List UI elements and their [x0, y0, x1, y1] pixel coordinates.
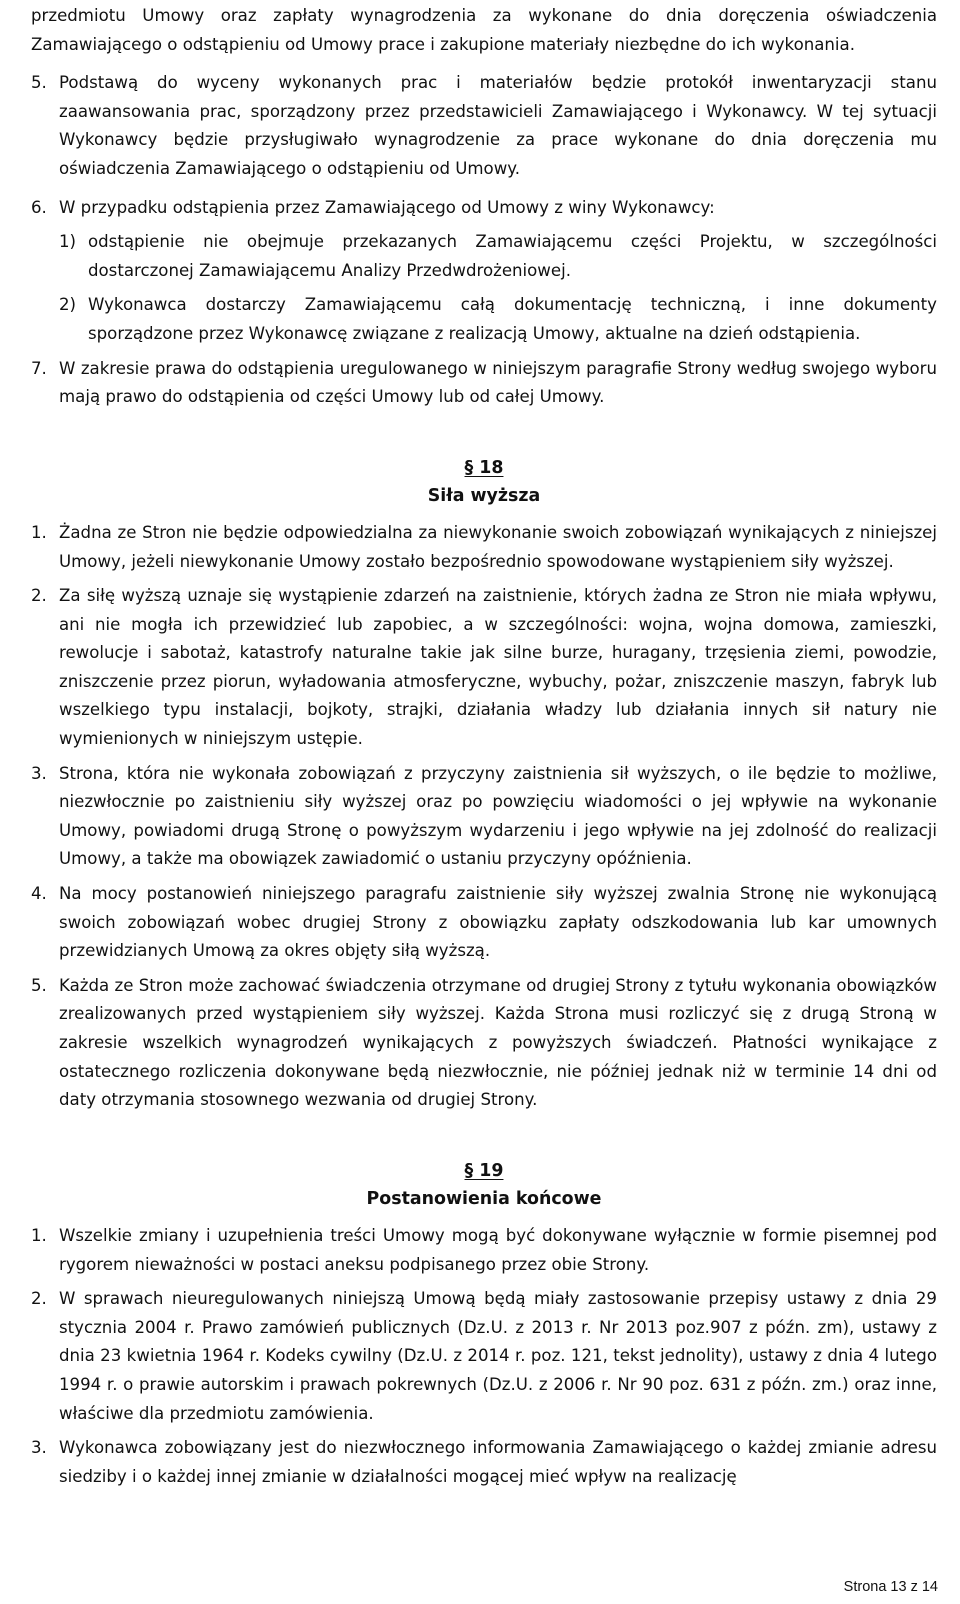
- item-text: Wykonawca zobowiązany jest do niezwłocznego informowania Zamawiającego o każdej zmianie adresu siedziby i o każdej innej zmianie w działalności mogącej mieć wpływ na realizację: [59, 1438, 937, 1486]
- list-item: [31, 194, 937, 223]
- item-number: 5.: [31, 975, 47, 995]
- item-text: Podstawą do wyceny wykonanych prac i materiałów będzie protokół inwentaryzacji stanu zaawansowania prac, sporządzony przez przedstawicieli Zamawiającego i Wykonawcy. W tej sytuacji Wykonawcy będzie przysługiwało wynagrodzenie za prace wykonane do dnia doręczenia mu oświadczenia Zamawiającego o odstąpieniu od Umowy.: [59, 73, 937, 178]
- item-number: 3.: [31, 1438, 47, 1458]
- sub-list-item: [31, 291, 937, 348]
- paragraph-intro: przedmiotu Umowy oraz zapłaty wynagrodzenia za wykonane do dnia doręczenia oświadczenia Zamawiającego o odstąpieniu od Umowy prace i zakupione materiały niezbędne do ich wykonania.: [31, 6, 937, 54]
- item-text: Za siłę wyższą uznaje się wystąpienie zdarzeń na zaistnienie, których żadna ze Stron nie miała wpływu, ani nie mogła ich przewidzieć lub zapobiec, a w szczególności: wojna, wojna domowa, zamieszki, rewolucje i sabotaż, katastrofy naturalne takie jak silne burze, huragany, trzęsienia ziemi, powodzie, zniszczenie przez piorun, wyładowania atmosferyczne, wybuchy, pożar, zniszczenie maszyn, fabryk lub wszelkiego typu instalacji, bojkoty, strajki, działania władzy lub działania innych sił natury nie wymienionych w niniejszym ustępie.: [59, 586, 937, 749]
- item-text: W zakresie prawa do odstąpienia uregulowanego w niniejszym paragrafie Strony według swojego wyboru mają prawo do odstąpienia od części Umowy lub od całej Umowy.: [59, 358, 937, 407]
- list-item: [31, 760, 937, 874]
- section-number: § 18: [464, 457, 504, 478]
- list-item: [31, 1434, 937, 1491]
- list-item: [31, 1222, 937, 1279]
- section-title: Siła wyższa: [427, 486, 541, 507]
- item-number: 5.: [31, 73, 47, 93]
- section-heading-19: [31, 1157, 937, 1214]
- document-body: [31, 2, 937, 1491]
- section-heading-18: [31, 454, 937, 511]
- list-item: [31, 69, 937, 183]
- item-number: 2.: [31, 1289, 47, 1309]
- list-item: [31, 1285, 937, 1428]
- list-item: [31, 355, 937, 412]
- sub-item-number: 2): [59, 295, 77, 315]
- item-number: 2.: [31, 586, 47, 606]
- sub-item-text: odstąpienie nie obejmuje przekazanych Zamawiającemu części Projektu, w szczególności dostarczonej Zamawiającemu Analizy Przedwdrożeniowej.: [88, 232, 937, 280]
- item-text: Żadna ze Stron nie będzie odpowiedzialna za niewykonanie swoich zobowiązań wynikających z niniejszej Umowy, jeżeli niewykonanie Umowy zostało bezpośrednio spowodowane wystąpieniem siły wyższej.: [59, 522, 937, 571]
- page-number-footer: Strona 13 z 14: [843, 1579, 938, 1595]
- sub-item-number: 1): [59, 232, 77, 252]
- list-item: [31, 582, 937, 754]
- item-number: 1.: [31, 1225, 47, 1245]
- section-title: Postanowienia końcowe: [366, 1189, 602, 1210]
- item-text: Wszelkie zmiany i uzupełnienia treści Umowy mogą być dokonywane wyłącznie w formie pisemnej pod rygorem nieważności w postaci aneksu podpisanego przez obie Strony.: [59, 1225, 937, 1274]
- item-number: 7.: [31, 358, 47, 378]
- item-text: Na mocy postanowień niniejszego paragrafu zaistnienie siły wyższej zwalnia Stronę nie wykonującą swoich zobowiązań wobec drugiej Strony z obowiązku zapłaty odszkodowania lub kar umownych przewidzianych Umową za okres objęty siłą wyższą.: [59, 884, 937, 961]
- section-number: § 19: [464, 1160, 504, 1181]
- item-text: Każda ze Stron może zachować świadczenia otrzymane od drugiej Strony z tytułu wykonania obowiązków zrealizowanych przed wystąpieniem siły wyższej. Każda Strona musi rozliczyć się z drugą Stroną w zakresie wszelkich wynagrodzeń wynikających z powyższych świadczeń. Płatności wynikające z ostatecznego rozliczenia dokonywane będą niezwłocznie, nie później jednak niż w terminie 14 dni od daty otrzymania stosownego wezwania od drugiej Strony.: [59, 975, 937, 1110]
- item-text: W przypadku odstąpienia przez Zamawiającego od Umowy z winy Wykonawcy:: [59, 197, 715, 217]
- item-number: 1.: [31, 522, 47, 542]
- list-item: [31, 972, 937, 1115]
- item-number: 6.: [31, 197, 47, 217]
- item-number: 3.: [31, 763, 47, 783]
- item-text: Strona, która nie wykonała zobowiązań z przyczyny zaistnienia sił wyższych, o ile będzie to możliwe, niezwłocznie po zaistnieniu siły wyższej oraz po powzięciu wiadomości o jej wpływie na wykonanie Umowy, powiadomi drugą Stronę o powyższym wydarzeniu i jego wpływie na jej zdolność do realizacji Umowy, a także ma obowiązek zawiadomić o ustaniu przyczyny opóźnienia.: [59, 763, 937, 869]
- sub-list-item: [31, 228, 937, 285]
- item-number: 4.: [31, 884, 47, 904]
- list-item: [31, 519, 937, 576]
- list-item: [31, 880, 937, 966]
- sub-item-text: Wykonawca dostarczy Zamawiającemu całą dokumentację techniczną, i inne dokumenty sporządzone przez Wykonawcę związane z realizacją Umowy, aktualne na dzień odstąpienia.: [88, 295, 937, 343]
- item-text: W sprawach nieuregulowanych niniejszą Umową będą miały zastosowanie przepisy ustawy z dnia 29 stycznia 2004 r. Prawo zamówień publicznych (Dz.U. z 2013 r. Nr 2013 poz.907 z późn. zm), ustawy z dnia 23 kwietnia 1964 r. Kodeks cywilny (Dz.U. z 2014 r. poz. 121, tekst jednolity), ustawy z dnia 4 lutego 1994 r. o prawie autorskim i prawach pokrewnych (Dz.U. z 2006 r. Nr 90 poz. 631 z późn. zm.) oraz inne, właściwe dla przedmiotu zamówienia.: [59, 1289, 937, 1423]
